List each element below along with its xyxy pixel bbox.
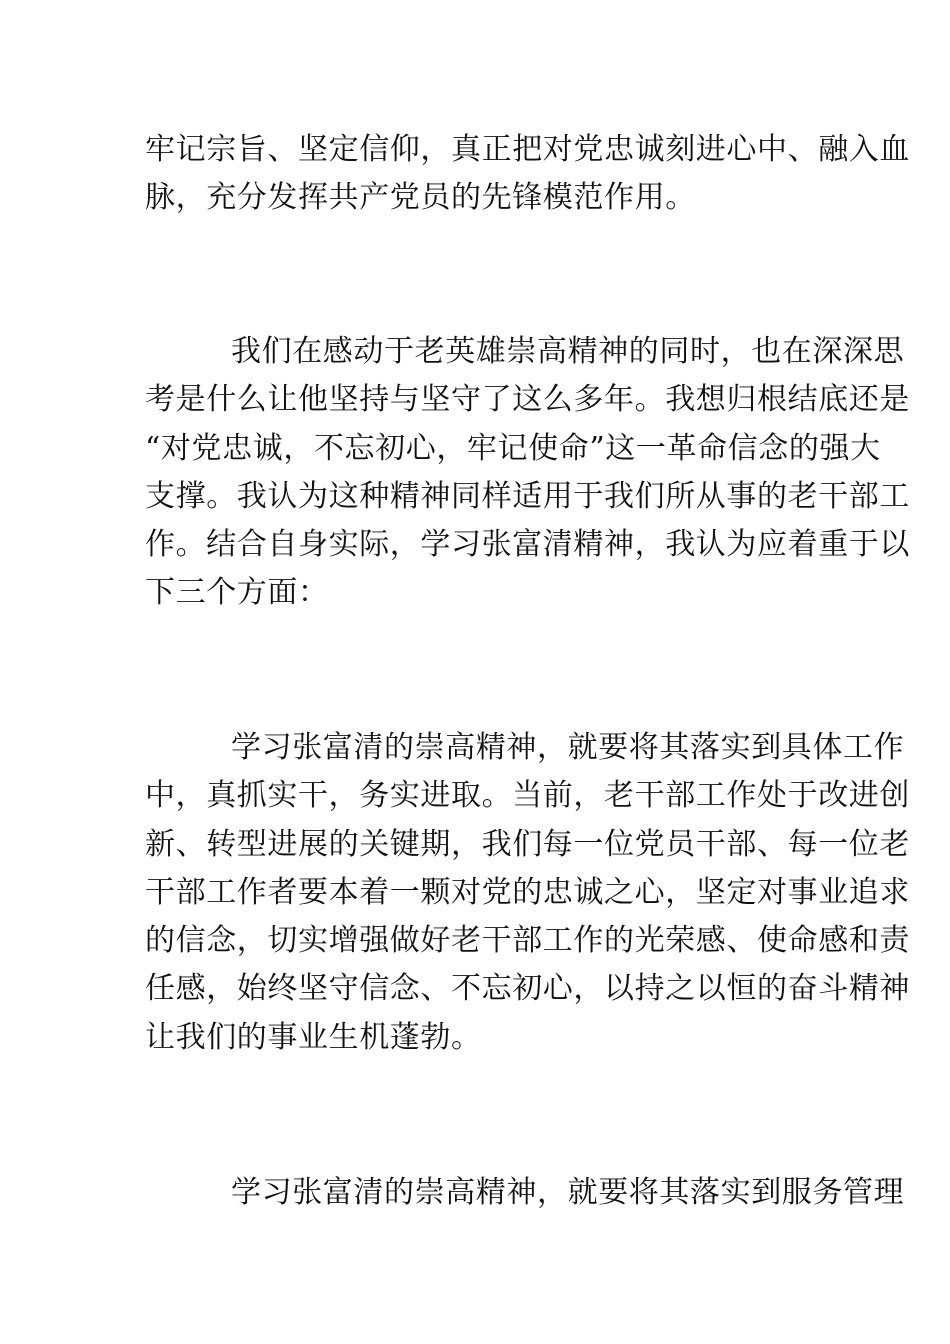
text-line: 中，真抓实干，务实进取。当前，老干部工作处于改进创 bbox=[145, 778, 910, 814]
text-line: 牢记宗旨、坚定信仰，真正把对党忠诚刻进心中、融入血 bbox=[145, 132, 910, 167]
text-line: 的信念，切实增强做好老干部工作的光荣感、使命感和责 bbox=[145, 923, 910, 959]
text-line: “对党忠诚，不忘初心，牢记使命”这一革命信念的强大 bbox=[145, 430, 881, 466]
text-line: 支撑。我认为这种精神同样适用于我们所从事的老干部工 bbox=[145, 478, 910, 514]
text-line: 脉，充分发挥共产党员的先锋模范作用。 bbox=[145, 180, 696, 216]
paragraph-4 bbox=[145, 1169, 905, 1217]
text-line: 考是什么让他坚持与坚守了这么多年。我想归根结底还是 bbox=[145, 382, 910, 418]
paragraph-3 bbox=[145, 724, 910, 1062]
text-line: 新、转型进展的关键期，我们每一位党员干部、每一位老 bbox=[145, 826, 910, 862]
paragraph-2 bbox=[145, 328, 910, 618]
paragraph-1 bbox=[145, 126, 910, 223]
text-line: 学习张富清的崇高精神，就要将其落实到具体工作 bbox=[231, 730, 905, 765]
text-line: 让我们的事业生机蓬勃。 bbox=[145, 1019, 482, 1055]
text-line: 下三个方面： bbox=[145, 575, 329, 611]
text-line: 干部工作者要本着一颗对党的忠诚之心，坚定对事业追求 bbox=[145, 874, 910, 910]
text-line: 作。结合自身实际，学习张富清精神，我认为应着重于以 bbox=[145, 527, 910, 563]
text-line: 我们在感动于老英雄崇高精神的同时，也在深深思 bbox=[231, 334, 905, 369]
text-line: 任感，始终坚守信念、不忘初心，以持之以恒的奋斗精神 bbox=[145, 971, 910, 1007]
text-line: 学习张富清的崇高精神，就要将其落实到服务管理 bbox=[231, 1175, 905, 1210]
